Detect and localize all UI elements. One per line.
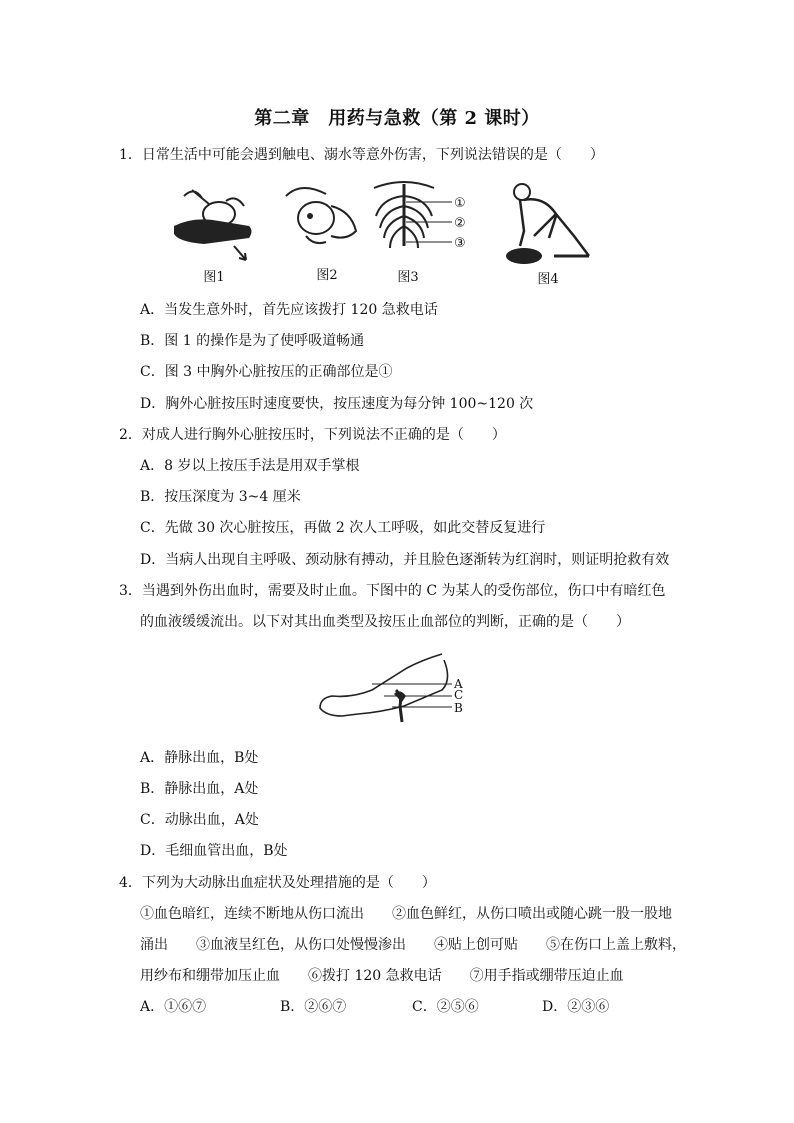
figure-3-caption: 图3 (397, 270, 419, 285)
q1-option-d: D．胸外心脏按压时速度要快，按压速度为每分钟 100~120 次 (140, 396, 534, 412)
q4-item-line-1: ①血色暗红，连续不断地从伤口流出 ②血色鲜红，从伤口喷出或随心跳一股一股地 (140, 906, 672, 922)
q2-option-d: D．当病人出现自主呼吸、颈动脉有搏动，并且脸色逐渐转为红润时，则证明抢救有效 (140, 552, 670, 568)
figure-3-rib-cage (364, 176, 476, 266)
question-3-stem-line-2: 的血液缓缓流出。以下对其出血类型及按压止血部位的判断，正确的是（ ） (140, 614, 630, 630)
q2-option-c: C．先做 30 次心脏按压，再做 2 次人工呼吸，如此交替反复进行 (140, 520, 546, 536)
q4-choice-a: A．①⑥⑦ (140, 999, 207, 1015)
q3-option-d: D．毛细血管出血，B处 (140, 843, 288, 859)
q1-option-c: C．图 3 中胸外心脏按压的正确部位是① (140, 364, 393, 380)
leg-label-b: B (454, 701, 463, 715)
q2-option-a: A．8 岁以上按压手法是用双手掌根 (140, 458, 360, 474)
figure-4-caption: 图4 (537, 272, 559, 287)
q4-choice-b: B．②⑥⑦ (280, 999, 347, 1015)
page-title: 第二章 用药与急救（第 2 课时） (254, 108, 540, 129)
q4-choices (140, 996, 660, 1016)
leg-label-a: A (454, 677, 463, 691)
fig3-mark-2: ② (454, 216, 466, 231)
q3-option-b: B．静脉出血，A处 (140, 781, 259, 797)
q2-option-b: B．按压深度为 3~4 厘米 (140, 489, 301, 505)
figure-2-caption: 图2 (316, 268, 338, 283)
figure-1-head-tilt (164, 176, 264, 266)
q4-item-line-3: 用纱布和绷带加压止血 ⑥拨打 120 急救电话 ⑦用手指或绷带压迫止血 (140, 968, 624, 984)
figure-4-cpr (494, 176, 599, 271)
q4-choice-d: D．②③⑥ (542, 999, 610, 1015)
fig3-mark-1: ① (454, 196, 466, 211)
figure-1-caption: 图1 (203, 270, 225, 285)
leg-label-c: C (454, 688, 464, 702)
question-2-stem: 2．对成人进行胸外心脏按压时，下列说法不正确的是（ ） (119, 427, 506, 443)
figure-2-rescue-breathing (276, 176, 362, 256)
question-4-stem: 4．下列为大动脉出血症状及处理措施的是（ ） (119, 875, 436, 891)
fig3-mark-3: ③ (454, 236, 466, 251)
q1-option-a: A．当发生意外时，首先应该拨打 120 急救电话 (140, 302, 438, 318)
q3-option-a: A．静脉出血，B处 (140, 750, 259, 766)
question-1-figures (164, 176, 604, 288)
question-3-leg-figure (312, 650, 472, 740)
q4-item-line-2: 涌出 ③血液呈红色，从伤口处慢慢渗出 ④贴上创可贴 ⑤在伤口上盖上敷料， (140, 937, 686, 953)
q3-option-c: C．动脉出血，A处 (140, 812, 259, 828)
q1-option-b: B．图 1 的操作是为了使呼吸道畅通 (140, 333, 365, 349)
question-1-stem: 1．日常生活中可能会遇到触电、溺水等意外伤害，下列说法错误的是（ ） (119, 147, 604, 163)
question-3-stem-line-1: 3．当遇到外伤出血时，需要及时止血。下图中的 C 为某人的受伤部位，伤口中有暗红色 (119, 583, 666, 599)
q4-choice-c: C．②⑤⑥ (412, 999, 479, 1015)
